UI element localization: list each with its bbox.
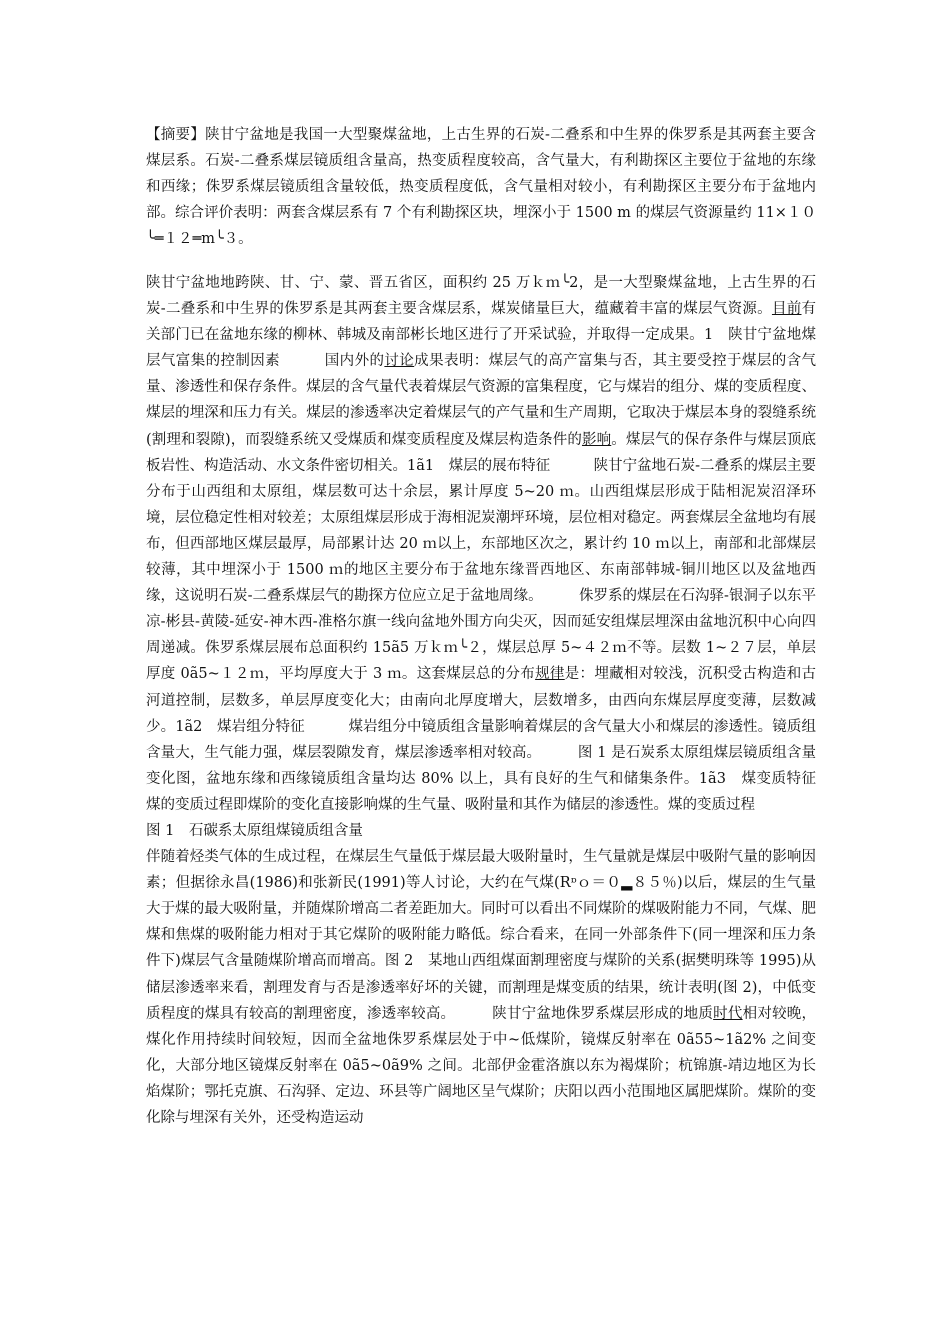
text-span: 成果表明：煤层气的高产富集与否，其主要受控于煤层的含气量、渗透性和保存条件。煤层的含气量代表着煤层气资源的富集程度，它与煤岩的组分、煤的变质程度、煤层的埋深和压力有关。煤层的渗透率决定着煤层气的产气量和生产周期，它取决于煤层本身的裂缝系统(割理和裂隙)，而裂缝系统又受煤质和煤变质程度及煤层构造条件的 [146,353,817,448]
text-span: 伴随着烃类气体的生成过程，在煤层生气量低于煤层最大吸附量时，生气量就是煤层中吸附气量的影响因素；但据徐永昌(1986)和张新民(1991)等人讨论，大约在气煤(Rᶛｏ＝０▂８５％)以后，煤层的生气量大于煤的最大吸附量，并随煤阶增高二者差距加大。同时可以看出不同煤阶的煤吸附能力不同，气煤、肥煤和焦煤的吸附能力相对于其它煤阶的吸附能力略低。综合看来，在同一外部条件下(同一埋深和压力条件下)煤层气含量随煤阶增高而增高。图 2 某地山西组煤面割理密度与煤阶的关系(据樊明珠等 1995)从储层渗透率来看，割理发育与否是渗透率好坏的关键，而割理是煤变质的结果，统计表明(图 2)，中低变质程度的煤具有较高的割理密度，渗透率较高。 陕甘宁盆地侏罗系煤层形成的地质 [146,849,816,1022]
body-text [146,270,860,1131]
abstract-paragraph: 【摘要】陕甘宁盆地是我国一大型聚煤盆地，上古生界的石炭-二叠系和中生界的侏罗系是其两套主要含煤层系。石炭-二叠系煤层镜质组含量高，热变质程度较高，含气量大，有利勘探区主要位于盆地的东缘和西缘；侏罗系煤层镜质组含量较低，热变质程度低，含气量相对较小，有利勘探区主要分布于盆地内部。综合评价表明：两套含煤层系有 7 个有利勘探区块，埋深小于 1500 m 的煤层气资源量约 11×１０╰═１２═m╰３。 [146,127,816,247]
link-muqian[interactable]: 目前 [771,301,802,318]
figure-1-caption: 图 1 石碳系太原组煤镜质组含量 [146,822,363,839]
body-paragraph-1 [146,270,860,1131]
text-span: 。煤层气的保存条件与煤层顶底板岩性、构造活动、水文条件密切相关。1ã1 煤层的展布特征 陕甘宁盆地石炭-二叠系的煤层主要分布于山西组和太原组，煤层数可达十余层，累计厚度 5~20 ｍ。山西组煤层形成于陆相泥炭沼泽环境，层位稳定性相对较差；太原组煤层形成于海相泥炭潮坪环境，层位相对稳定。两套煤层全盆地均有展布，但西部地区煤层最厚，局部累计达 20 ｍ以上，东部地区次之，累计约 10 ｍ以上，南部和北部煤层较薄，其中埋深小于 1500 ｍ的地区主要分布于盆地东缘晋西地区、东南部韩城-铜川地区以及盆地西缘，这说明石炭-二叠系煤层气的勘探方位应立足于盆地周缘。 侏罗系的煤层在石沟驿-银洞子以东平凉-彬县-黄陵-延安-神木西-准格尔旗一线向盆地外围方向尖灭，因而延安组煤层埋深由盆地沉积中心向四周递减。侏罗系煤层展布总面积约 15ã5 万ｋｍ╰２，煤层总厚 5~４２ｍ不等。层数 1~２７层，单层厚度 0ã5~１２ｍ，平均厚度大于 3 ｍ。这套煤层总的分布 [146,431,817,683]
text-span: 是：埋藏相对较浅，沉积受古构造和古河道控制，层数多，单层厚度变化大；由南向北厚度增大，层数增多，由西向东煤层厚度变薄，层数减少。1ã2 煤岩组分特征 煤岩组分中镜质组含量影响着煤层的含气量大小和煤层的渗透性。镜质组含量大，生气能力强，煤层裂隙发育，煤层渗透率相对较高。 图 1 是石炭系太原组煤层镜质组含量变化图，盆地东缘和西缘镜质组含量均达 80% 以上，具有良好的生气和储集条件。1ã3 煤变质特征 煤的变质过程即煤阶的变化直接影响煤的生气量、吸附量和其作为储层的渗透性。煤的变质过程 [146,666,860,813]
link-shidai[interactable]: 时代 [713,1005,743,1022]
text-span: 陕甘宁盆地地跨陕、甘、宁、蒙、晋五省区，面积约 25 万ｋｍ╰2，是一大型聚煤盆地，上古生界的石炭-二叠系和中生界的侏罗系是其两套主要含煤层系，煤炭储量巨大，蕴藏着丰富的煤层气资源。 [146,275,816,318]
text-span: 有关部门已在盆地东缘的柳林、韩城及南部彬长地区进行了开采试验，并取得一定成果。1 陕甘宁盆地煤层气富集的控制因素 国内外的 [146,301,816,370]
link-guilv[interactable]: 规律 [535,666,565,683]
link-yingxiang[interactable]: 影响 [581,431,612,448]
text-span: 相对较晚，煤化作用持续时间较短，因而全盆地侏罗系煤层处于中~低煤阶，镜煤反射率在 0ã55~1ã2% 之间变化，大部分地区镜煤反射率在 0ã5~0ã9% 之间。北部伊金霍洛旗以东为褐煤阶；杭锦旗-靖边地区为长焰煤阶；鄂托克旗、石沟驿、定边、环县等广阔地区呈气煤阶；庆阳以西小范围地区属肥煤阶。煤阶的变化除与埋深有关外，还受构造运动 [146,1005,817,1126]
link-taolun[interactable]: 讨论 [384,353,415,370]
